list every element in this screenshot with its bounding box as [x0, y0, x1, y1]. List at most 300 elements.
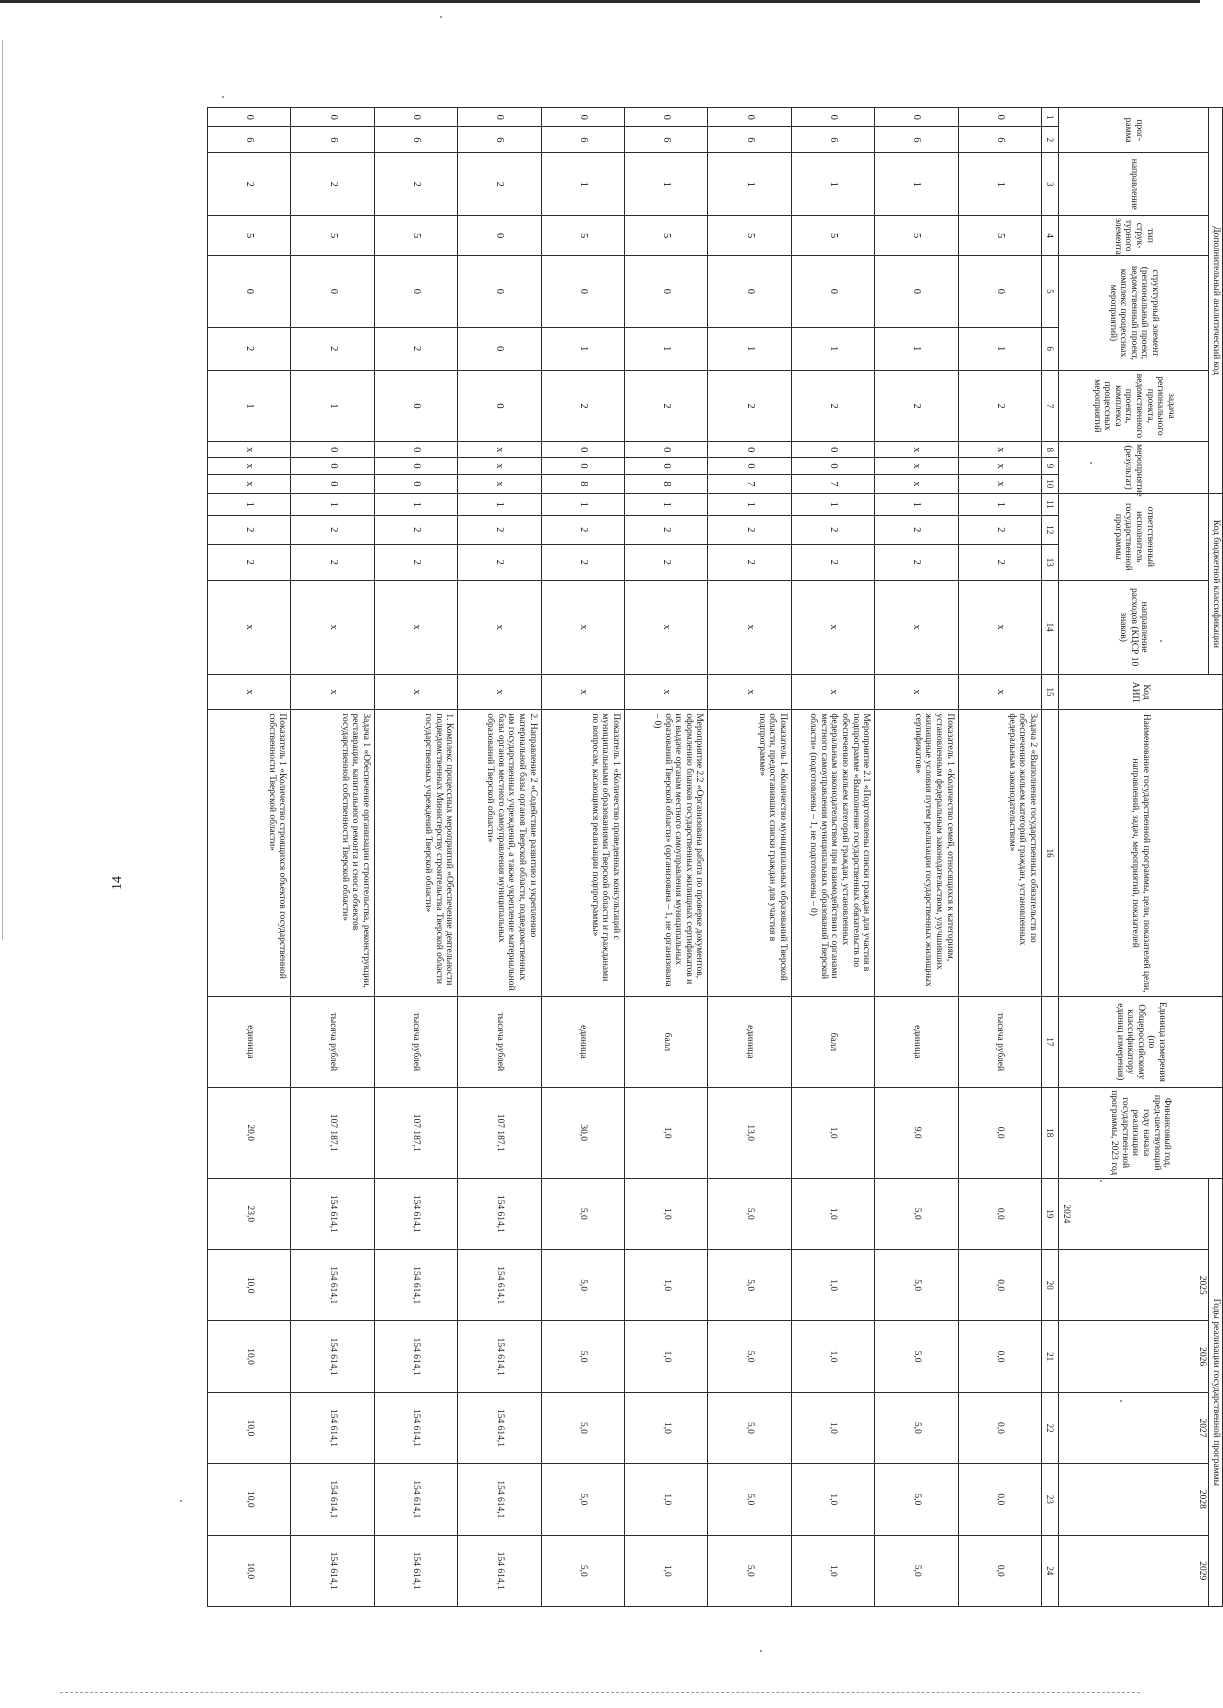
- row-value-2024: 1,0: [791, 1178, 874, 1249]
- row-value-2027: 154 614,1: [291, 1392, 374, 1463]
- code-struct-element-1: 0: [458, 256, 541, 327]
- code-program-digit-2: 6: [625, 127, 708, 153]
- code-program-digit-1: 0: [374, 108, 457, 127]
- row-value-2024: 23,0: [208, 1178, 291, 1249]
- row-name: Показатель 1 «Количество проведенных консультаций с муниципальными образованиями Тверской области и гражданами по вопросам, касающимся реализации подпрограммы»: [541, 710, 624, 997]
- row-base-year-value: 0,0: [958, 1087, 1041, 1178]
- code-executor-2: 2: [708, 515, 791, 544]
- column-number: 1: [1042, 108, 1059, 127]
- header-executor: ответственный исполнитель государственной программы: [1059, 494, 1209, 581]
- row-value-2025: 0,0: [958, 1250, 1041, 1321]
- row-value-2028: 10,0: [208, 1464, 291, 1535]
- code-program-digit-1: 0: [625, 108, 708, 127]
- code-executor-2: 2: [875, 515, 958, 544]
- row-value-2029: 154 614,1: [458, 1535, 541, 1607]
- row-unit: балл: [625, 996, 708, 1087]
- code-struct-element-2: 2: [208, 327, 291, 370]
- code-expense-direction: x: [374, 580, 457, 674]
- column-number: 2: [1042, 127, 1059, 153]
- code-task: 2: [708, 370, 791, 441]
- row-value-2028: 1,0: [625, 1464, 708, 1535]
- row-value-2029: 5,0: [541, 1535, 624, 1607]
- code-event-3: 8: [541, 474, 624, 494]
- row-value-2026: 154 614,1: [458, 1321, 541, 1392]
- code-expense-direction: x: [541, 580, 624, 674]
- code-event-2: x: [208, 458, 291, 474]
- code-program-digit-2: 6: [458, 127, 541, 153]
- row-base-year-value: 107 187,1: [458, 1087, 541, 1178]
- row-value-2029: 0,0: [958, 1535, 1041, 1607]
- header-year-2029: 2029: [1059, 1535, 1209, 1607]
- code-struct-element-1: 0: [541, 256, 624, 327]
- header-aip-code: Код АИП: [1059, 674, 1223, 710]
- code-struct-element-2: 1: [958, 327, 1041, 370]
- code-task: 1: [291, 370, 374, 441]
- row-value-2026: 0,0: [958, 1321, 1041, 1392]
- column-number: 16: [1042, 710, 1059, 997]
- code-executor-3: 2: [458, 544, 541, 580]
- row-value-2025: 154 614,1: [374, 1250, 457, 1321]
- row-value-2025: 10,0: [208, 1250, 291, 1321]
- row-value-2027: 0,0: [958, 1392, 1041, 1463]
- scan-speck: [222, 96, 224, 98]
- code-event-2: 0: [625, 458, 708, 474]
- code-executor-2: 2: [541, 515, 624, 544]
- code-program-digit-1: 0: [291, 108, 374, 127]
- row-value-2024: 0,0: [958, 1178, 1041, 1249]
- code-struct-type: 5: [374, 216, 457, 256]
- code-expense-direction: x: [958, 580, 1041, 674]
- code-task: 2: [625, 370, 708, 441]
- row-base-year-value: 107 187,1: [374, 1087, 457, 1178]
- row-base-year-value: 9,0: [875, 1087, 958, 1178]
- row-value-2029: 154 614,1: [291, 1535, 374, 1607]
- column-number: 9: [1042, 458, 1059, 474]
- code-executor-3: 2: [541, 544, 624, 580]
- row-name: Показатель 1 «Количество муниципальных образований Тверской области, предоставивших списки граждан для участия в подпрограмме»: [708, 710, 791, 997]
- code-event-1: 0: [625, 442, 708, 458]
- table-row: [625, 108, 708, 1607]
- code-executor-3: 2: [708, 544, 791, 580]
- row-unit: единица: [708, 996, 791, 1087]
- row-value-2027: 154 614,1: [458, 1392, 541, 1463]
- code-executor-1: 1: [291, 494, 374, 516]
- code-executor-3: 2: [875, 544, 958, 580]
- code-task: 2: [958, 370, 1041, 441]
- row-value-2024: 154 614,1: [458, 1178, 541, 1249]
- code-struct-type: 5: [708, 216, 791, 256]
- code-struct-type: 5: [625, 216, 708, 256]
- row-value-2026: 1,0: [625, 1321, 708, 1392]
- code-struct-element-2: 1: [625, 327, 708, 370]
- code-direction: 1: [708, 153, 791, 216]
- code-executor-1: 1: [708, 494, 791, 516]
- code-event-1: 0: [541, 442, 624, 458]
- code-direction: 1: [958, 153, 1041, 216]
- header-year-2027: 2027: [1059, 1392, 1209, 1463]
- code-executor-1: 1: [875, 494, 958, 516]
- code-expense-direction: x: [625, 580, 708, 674]
- code-program-digit-2: 6: [208, 127, 291, 153]
- code-aip: x: [791, 674, 874, 710]
- code-struct-type: 5: [791, 216, 874, 256]
- row-value-2024: 5,0: [541, 1178, 624, 1249]
- code-executor-3: 2: [291, 544, 374, 580]
- code-struct-type: 5: [291, 216, 374, 256]
- scan-speck: [440, 16, 442, 18]
- row-value-2028: 154 614,1: [291, 1464, 374, 1535]
- code-executor-1: 1: [374, 494, 457, 516]
- code-expense-direction: x: [708, 580, 791, 674]
- code-executor-2: 2: [958, 515, 1041, 544]
- code-struct-element-1: 0: [875, 256, 958, 327]
- row-unit: тысяча рублей: [458, 996, 541, 1087]
- table-row: [291, 108, 374, 1607]
- row-unit: балл: [791, 996, 874, 1087]
- code-struct-element-1: 0: [958, 256, 1041, 327]
- code-direction: 1: [875, 153, 958, 216]
- code-event-3: x: [875, 474, 958, 494]
- row-value-2024: 154 614,1: [374, 1178, 457, 1249]
- column-number: 23: [1042, 1464, 1059, 1535]
- code-event-3: 0: [374, 474, 457, 494]
- column-number: 3: [1042, 153, 1059, 216]
- code-event-1: 0: [291, 442, 374, 458]
- scan-border-bottom: [60, 1692, 1140, 1694]
- code-aip: x: [208, 674, 291, 710]
- row-base-year-value: 1,0: [791, 1087, 874, 1178]
- code-expense-direction: x: [208, 580, 291, 674]
- header-year-2024: 2024: [1059, 1178, 1209, 1249]
- code-struct-element-2: 0: [458, 327, 541, 370]
- code-executor-3: 2: [374, 544, 457, 580]
- code-struct-type: 5: [541, 216, 624, 256]
- rotated-table-page: [207, 107, 1223, 1607]
- column-number: 10: [1042, 474, 1059, 494]
- code-event-2: x: [458, 458, 541, 474]
- code-executor-1: 1: [958, 494, 1041, 516]
- header-program: прог-рамма: [1059, 108, 1209, 153]
- header-budget-code: Код бюджетной классификации: [1209, 494, 1223, 675]
- code-event-3: 8: [625, 474, 708, 494]
- code-event-2: 0: [291, 458, 374, 474]
- table-row: [791, 108, 874, 1607]
- scan-border-top: [0, 0, 1200, 3]
- code-program-digit-2: 6: [875, 127, 958, 153]
- code-expense-direction: x: [791, 580, 874, 674]
- header-event: мероприятие (результат): [1059, 442, 1209, 494]
- row-value-2027: 1,0: [625, 1392, 708, 1463]
- header-name: Наименование государственной программы, цели, показателей цели, направлений, задач, мероприятий, показателей: [1059, 710, 1223, 997]
- code-struct-element-1: 0: [708, 256, 791, 327]
- row-value-2024: 5,0: [708, 1178, 791, 1249]
- code-struct-element-2: 1: [708, 327, 791, 370]
- code-program-digit-2: 6: [958, 127, 1041, 153]
- row-value-2027: 5,0: [541, 1392, 624, 1463]
- row-value-2029: 1,0: [791, 1535, 874, 1607]
- code-event-3: x: [958, 474, 1041, 494]
- row-name: Мероприятие 2.1 «Подготовлены списки граждан для участия в подпрограмме «Выполнение государственных обязательств по обеспечению жильем категорий граждан, установленных федеральным законодательством при взаимодействии с органами местного самоуправления муниципальных образований Тверской области» (подготовлены – 1, не подготовлены – 0): [791, 710, 874, 997]
- row-value-2028: 5,0: [875, 1464, 958, 1535]
- code-struct-element-1: 0: [374, 256, 457, 327]
- row-value-2027: 154 614,1: [374, 1392, 457, 1463]
- column-number: 24: [1042, 1535, 1059, 1607]
- code-direction: 2: [458, 153, 541, 216]
- code-event-1: 0: [708, 442, 791, 458]
- column-number: 18: [1042, 1087, 1059, 1178]
- row-value-2024: 154 614,1: [291, 1178, 374, 1249]
- code-executor-1: 1: [541, 494, 624, 516]
- code-direction: 1: [791, 153, 874, 216]
- row-value-2027: 1,0: [791, 1392, 874, 1463]
- header-expense-direction: направление расходов (КЦСР 10 знаков): [1059, 580, 1209, 674]
- table-row: [541, 108, 624, 1607]
- code-aip: x: [625, 674, 708, 710]
- row-value-2029: 154 614,1: [374, 1535, 457, 1607]
- code-executor-1: 1: [208, 494, 291, 516]
- row-value-2027: 10,0: [208, 1392, 291, 1463]
- code-aip: x: [541, 674, 624, 710]
- code-program-digit-1: 0: [791, 108, 874, 127]
- table-header: [1042, 108, 1223, 1607]
- row-unit: единица: [208, 996, 291, 1087]
- code-task: 2: [791, 370, 874, 441]
- code-executor-3: 2: [625, 544, 708, 580]
- code-expense-direction: x: [875, 580, 958, 674]
- row-value-2024: 1,0: [625, 1178, 708, 1249]
- row-value-2026: 5,0: [875, 1321, 958, 1392]
- row-name: Задача 2 «Выполнение государственных обязательств по обеспечению жильем категорий граждан, установленных федеральным законодательством»: [958, 710, 1041, 997]
- table-row: [875, 108, 958, 1607]
- code-executor-2: 2: [291, 515, 374, 544]
- row-value-2025: 1,0: [791, 1250, 874, 1321]
- column-number: 6: [1042, 327, 1059, 370]
- column-number: 22: [1042, 1392, 1059, 1463]
- code-executor-1: 1: [458, 494, 541, 516]
- row-value-2028: 5,0: [708, 1464, 791, 1535]
- column-number: 7: [1042, 370, 1059, 441]
- row-base-year-value: 13,0: [708, 1087, 791, 1178]
- row-name: Мероприятие 2.2 «Организована работа по проверке документов, оформлению бланков государственных жилищных сертификатов и их выдаче органам местного самоуправления муниципальных образований Тверской области» (организована – 1, не организована – 0): [625, 710, 708, 997]
- row-name: Показатель 1 «Количество строящихся объектов государственной собственности Тверской области»: [208, 710, 291, 997]
- code-program-digit-2: 6: [291, 127, 374, 153]
- code-aip: x: [291, 674, 374, 710]
- code-direction: 2: [374, 153, 457, 216]
- row-value-2028: 1,0: [791, 1464, 874, 1535]
- row-value-2029: 1,0: [625, 1535, 708, 1607]
- row-value-2028: 5,0: [541, 1464, 624, 1535]
- code-task: 0: [458, 370, 541, 441]
- row-unit: единица: [875, 996, 958, 1087]
- row-value-2025: 5,0: [708, 1250, 791, 1321]
- code-event-3: 7: [708, 474, 791, 494]
- code-event-1: 0: [791, 442, 874, 458]
- code-event-2: 0: [791, 458, 874, 474]
- row-value-2025: 154 614,1: [291, 1250, 374, 1321]
- code-event-2: 0: [374, 458, 457, 474]
- code-program-digit-2: 6: [708, 127, 791, 153]
- code-struct-element-1: 0: [208, 256, 291, 327]
- row-name: Показатель 1 «Количество семей, относящихся к категориям, установленным федеральным законодательством, улучшивших жилищные условия путем реализации государственных жилищных сертификатов»: [875, 710, 958, 997]
- column-number-row: [1042, 108, 1059, 1607]
- code-expense-direction: x: [458, 580, 541, 674]
- code-executor-1: 1: [625, 494, 708, 516]
- column-number: 8: [1042, 442, 1059, 458]
- code-struct-element-2: 1: [875, 327, 958, 370]
- code-struct-element-2: 1: [541, 327, 624, 370]
- row-value-2025: 154 614,1: [458, 1250, 541, 1321]
- code-event-1: x: [875, 442, 958, 458]
- table-row: [958, 108, 1041, 1607]
- code-event-3: x: [458, 474, 541, 494]
- scan-speck: [760, 1650, 762, 1652]
- code-program-digit-1: 0: [708, 108, 791, 127]
- row-value-2024: 5,0: [875, 1178, 958, 1249]
- row-value-2029: 5,0: [875, 1535, 958, 1607]
- code-executor-3: 2: [208, 544, 291, 580]
- row-base-year-value: 1,0: [625, 1087, 708, 1178]
- code-aip: x: [458, 674, 541, 710]
- code-struct-type: 0: [458, 216, 541, 256]
- code-executor-1: 1: [791, 494, 874, 516]
- row-value-2026: 154 614,1: [374, 1321, 457, 1392]
- header-years-group: Годы реализации государственной программы: [1209, 1178, 1223, 1606]
- code-executor-2: 2: [791, 515, 874, 544]
- column-number: 13: [1042, 544, 1059, 580]
- code-program-digit-1: 0: [541, 108, 624, 127]
- row-value-2026: 5,0: [541, 1321, 624, 1392]
- row-name: Задача 1 «Обеспечение организации строительства, реконструкции, реставрации, капитального ремонта и сноса объектов государственной собственности Тверской области»: [291, 710, 374, 997]
- code-struct-element-1: 0: [625, 256, 708, 327]
- code-struct-element-1: 0: [291, 256, 374, 327]
- code-executor-2: 2: [374, 515, 457, 544]
- code-event-1: x: [458, 442, 541, 458]
- table-body: [208, 108, 1042, 1607]
- column-number: 19: [1042, 1178, 1059, 1249]
- row-value-2029: 5,0: [708, 1535, 791, 1607]
- code-executor-2: 2: [458, 515, 541, 544]
- header-year-2028: 2028: [1059, 1464, 1209, 1535]
- code-expense-direction: x: [291, 580, 374, 674]
- row-base-year-value: 30,0: [541, 1087, 624, 1178]
- header-struct-element: структурный элемент (региональный проект, ведомственный проект, комплекс процессных мероприятий): [1059, 256, 1209, 371]
- column-number: 20: [1042, 1250, 1059, 1321]
- row-unit: единица: [541, 996, 624, 1087]
- row-value-2028: 0,0: [958, 1464, 1041, 1535]
- column-number: 17: [1042, 996, 1059, 1087]
- code-program-digit-1: 0: [458, 108, 541, 127]
- code-task: 1: [208, 370, 291, 441]
- code-event-2: 0: [541, 458, 624, 474]
- code-task: 0: [374, 370, 457, 441]
- header-year-2025: 2025: [1059, 1250, 1209, 1321]
- code-event-3: 7: [791, 474, 874, 494]
- row-value-2025: 5,0: [875, 1250, 958, 1321]
- row-name: 1. Комплекс процессных мероприятий «Обеспечение деятельности подведомственных Министерству строительства Тверской области государственных учреждений Тверской области»: [374, 710, 457, 997]
- row-value-2025: 1,0: [625, 1250, 708, 1321]
- code-event-2: x: [875, 458, 958, 474]
- row-value-2027: 5,0: [875, 1392, 958, 1463]
- row-unit: тысяча рублей: [958, 996, 1041, 1087]
- row-name: 2. Направление 2 «Содействие развитию и укреплению материальной базы органов Тверской области, подведомственных им государственных учреждений, а также укрепление материальной базы органов местного самоуправления муниципальных образований Тверской области»: [458, 710, 541, 997]
- row-value-2026: 154 614,1: [291, 1321, 374, 1392]
- code-direction: 1: [625, 153, 708, 216]
- code-executor-3: 2: [791, 544, 874, 580]
- row-unit: тысяча рублей: [374, 996, 457, 1087]
- row-base-year-value: 107 187,1: [291, 1087, 374, 1178]
- code-struct-type: 5: [208, 216, 291, 256]
- code-event-1: x: [958, 442, 1041, 458]
- code-program-digit-2: 6: [791, 127, 874, 153]
- row-value-2027: 5,0: [708, 1392, 791, 1463]
- code-struct-element-2: 2: [374, 327, 457, 370]
- code-program-digit-2: 6: [541, 127, 624, 153]
- column-number: 11: [1042, 494, 1059, 516]
- scan-speck: [180, 1500, 182, 1502]
- scan-border-left: [2, 40, 3, 940]
- column-number: 15: [1042, 674, 1059, 710]
- code-event-1: 0: [374, 442, 457, 458]
- code-struct-element-2: 1: [791, 327, 874, 370]
- row-unit: тысяча рублей: [291, 996, 374, 1087]
- code-executor-3: 2: [958, 544, 1041, 580]
- row-value-2028: 154 614,1: [374, 1464, 457, 1535]
- code-direction: 2: [208, 153, 291, 216]
- code-aip: x: [374, 674, 457, 710]
- code-program-digit-2: 6: [374, 127, 457, 153]
- row-value-2028: 154 614,1: [458, 1464, 541, 1535]
- header-task: задача регионального проекта, ведомственного проекта, комплекса процессных мероприятий: [1059, 370, 1209, 441]
- program-table: [207, 107, 1223, 1607]
- row-value-2026: 10,0: [208, 1321, 291, 1392]
- code-event-1: x: [208, 442, 291, 458]
- header-struct-type: тип струк-турного элемента: [1059, 216, 1209, 256]
- code-aip: x: [875, 674, 958, 710]
- code-direction: 2: [291, 153, 374, 216]
- code-event-2: 0: [708, 458, 791, 474]
- row-value-2026: 1,0: [791, 1321, 874, 1392]
- page-number: 14: [110, 876, 125, 890]
- table-row: [708, 108, 791, 1607]
- column-number: 5: [1042, 256, 1059, 327]
- row-value-2026: 5,0: [708, 1321, 791, 1392]
- header-base-year: Финансовый год, пред-шествующий году начала реализации государствен-ной программы, 2023 год: [1059, 1087, 1223, 1178]
- code-aip: x: [708, 674, 791, 710]
- table-row: [374, 108, 457, 1607]
- code-aip: x: [958, 674, 1041, 710]
- code-direction: 1: [541, 153, 624, 216]
- column-number: 21: [1042, 1321, 1059, 1392]
- code-event-3: 0: [291, 474, 374, 494]
- column-number: 12: [1042, 515, 1059, 544]
- table-row: [458, 108, 541, 1607]
- code-struct-type: 5: [958, 216, 1041, 256]
- column-number: 4: [1042, 216, 1059, 256]
- code-event-2: x: [958, 458, 1041, 474]
- header-year-2026: 2026: [1059, 1321, 1209, 1392]
- code-program-digit-1: 0: [958, 108, 1041, 127]
- header-analytic-code: Дополнительный аналитический код: [1209, 108, 1223, 494]
- code-task: 2: [875, 370, 958, 441]
- code-program-digit-1: 0: [875, 108, 958, 127]
- code-struct-element-2: 2: [291, 327, 374, 370]
- code-struct-element-1: 0: [791, 256, 874, 327]
- column-number: 14: [1042, 580, 1059, 674]
- table-row: [208, 108, 291, 1607]
- code-task: 2: [541, 370, 624, 441]
- header-direction: направление: [1059, 153, 1209, 216]
- row-value-2025: 5,0: [541, 1250, 624, 1321]
